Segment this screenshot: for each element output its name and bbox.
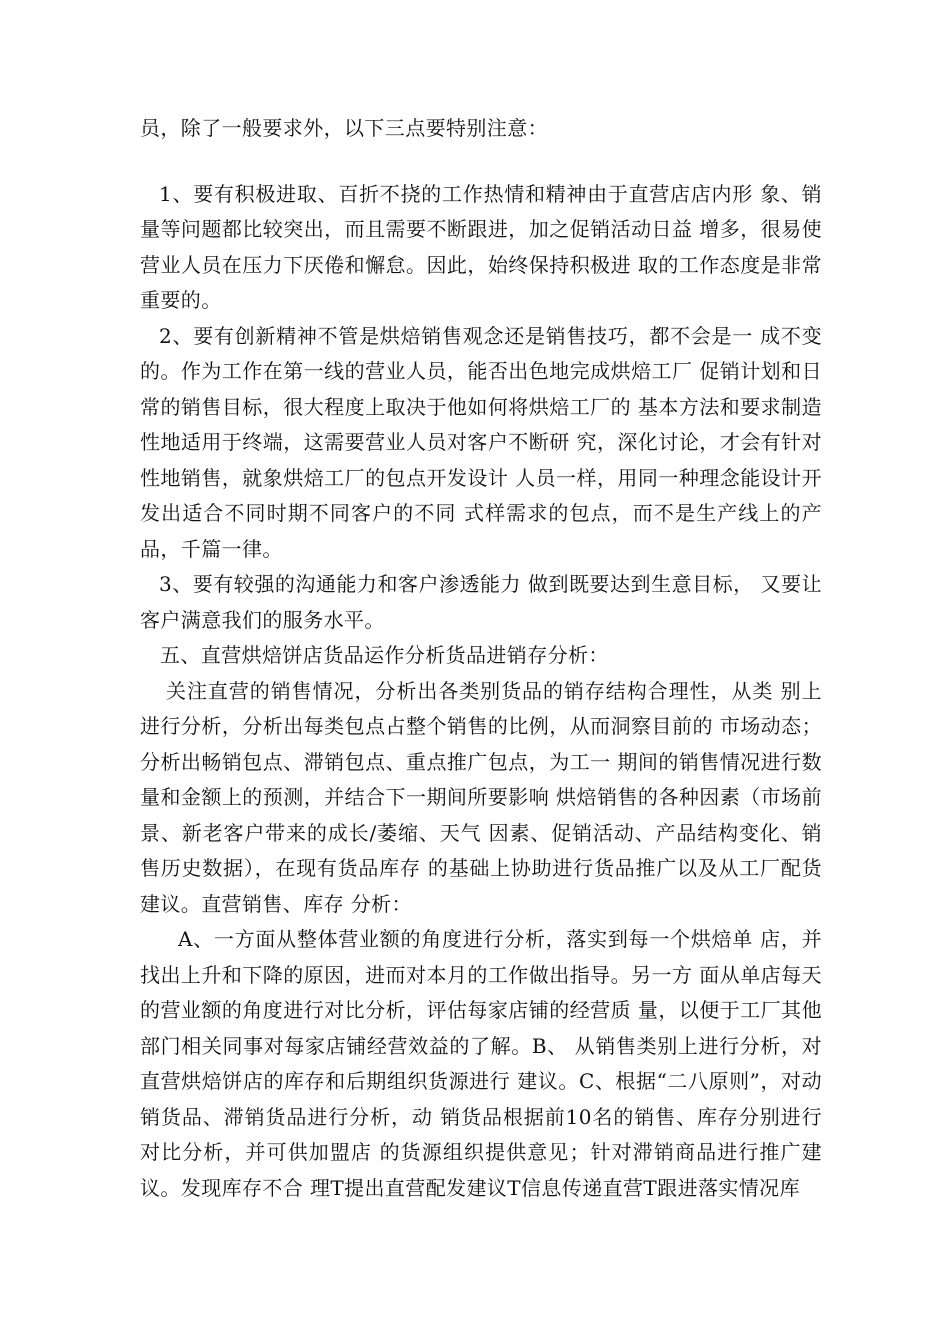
section-heading-5: 五、直营烘焙饼店货品运作分析货品进销存分析： xyxy=(160,643,609,667)
paragraph-analysis-items: A、一方面从整体营业额的角度进行分析，落实到每一个烘焙单 店，并找出上升和下降的原因，进而对本月的工作做出指导。另一方 面从单店每天的营业额的角度进行对比分析，评估每家店铺的经营质 量，以便于工厂其他部门相关同事对每家店铺经营效益的了解。B、 从销售类别上进行分析，对直营烘焙饼店的库存和后期组织货源进行 建议。C、根据“二八原则”，对动销货品、滞销货品进行分析，动 销货品根据前10名的销售、库存分别进行对比分析，并可供加盟店 的货源组织提供意见；针对滞销商品进行推广建议。发现库存不合 理T提出直营配发建议T信息传递直营T跟进落实情况库 xyxy=(140,927,822,1200)
paragraph-point-3: 3、要有较强的沟通能力和客户渗透能力 做到既要达到生意目标， 又要让客户满意我们的服务水平。 xyxy=(140,572,822,632)
paragraph-point-2: 2、要有创新精神不管是烘焙销售观念还是销售技巧，都不会是一 成不变的。作为工作在第一线的营业人员，能否出色地完成烘焙工厂 促销计划和日常的销售目标，很大程度上取决于他如何将烘焙工厂的 基本方法和要求制造性地适用于终端，这需要营业人员对客户不断研 究，深化讨论，才会有针对性地销售，就象烘焙工厂的包点开发设计 人员一样，用同一种理念能设计开发出适合不同时期不同客户的不同 式样需求的包点，而不是生产线上的产品，千篇一律。 xyxy=(140,323,822,561)
paragraph-point-1: 1、要有积极进取、百折不挠的工作热情和精神由于直营店店内形 象、销量等问题都比较突出，而且需要不断跟进，加之促销活动日益 增多，很易使营业人员在压力下厌倦和懈怠。因此，始终保持积极进 取的工作态度是非常重要的。 xyxy=(140,181,822,312)
paragraph-intro: 员，除了一般要求外，以下三点要特别注意： xyxy=(140,116,548,140)
paragraph-sales-analysis: 关注直营的销售情况，分析出各类别货品的销存结构合理性，从类 别上进行分析，分析出每类包点占整个销售的比例，从而洞察目前的 市场动态；分析出畅销包点、滞销包点、重点推广包点，为工一 期间的销售情况进行数量和金额上的预测，并结合下一期间所要影响 烘焙销售的各种因素（市场前景、新老客户带来的成长/萎缩、天气 因素、促销活动、产品结构变化、销售历史数据），在现有货品库存 的基础上协助进行货品推广以及从工厂配货建议。直营销售、库存 分析： xyxy=(140,678,822,916)
paragraph-gap xyxy=(140,147,822,177)
